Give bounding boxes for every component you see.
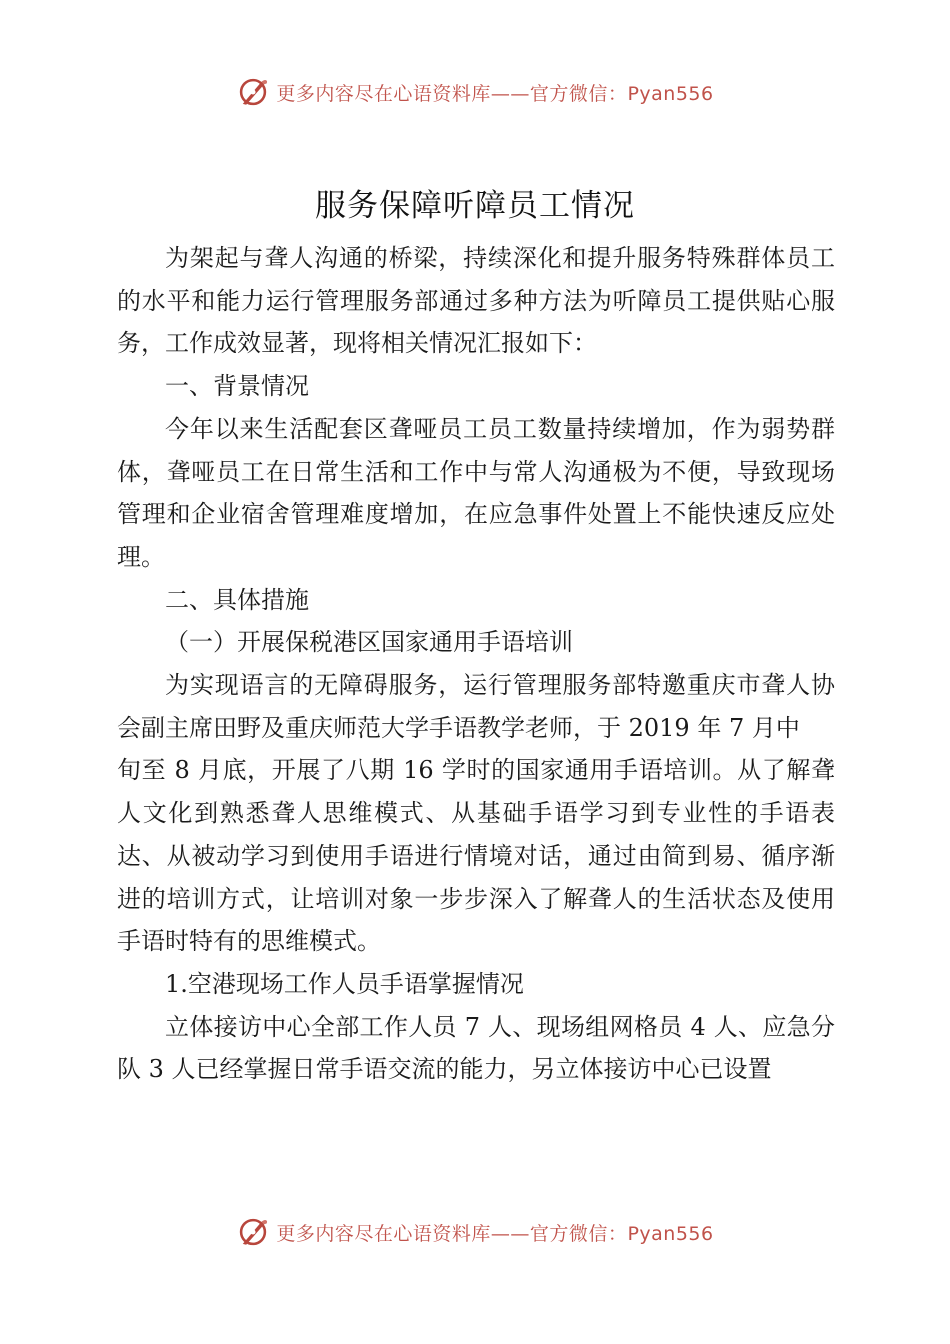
background-paragraph: 今年以来生活配套区聋哑员工员工数量持续增加，作为弱势群体，聋哑员工在日常生活和工作中与常人沟通极为不便，导致现场管理和企业宿舍管理难度增加，在应急事件处置上不能快速反应处理。 [117, 414, 835, 571]
document-body [117, 237, 835, 1091]
training-paragraph-part-2: 旬至 8 月底，开展了八期 16 学时的国家通用手语培训。从了解聋人文化到熟悉聋人思维模式、从基础手语学习到专业性的手语表达、从被动学习到使用手语进行情境对话，通过由简到易、循序渐进的培训方式，让培训对象一步步深入了解聋人的生活状态及使用手语时特有的思维模式。 [117, 756, 835, 956]
page-title: 服务保障听障员工情况 [315, 188, 635, 224]
airport-staff-paragraph: 立体接访中心全部工作人员 7 人、现场组网格员 4 人、应急分队 3 人已经掌握日常手语交流的能力，另立体接访中心已设置 [117, 1012, 835, 1084]
section-heading-background: 一、背景情况 [165, 372, 309, 401]
wechat-id: Pyan556 [627, 1222, 714, 1245]
wechat-id: Pyan556 [627, 82, 714, 105]
point-heading-airport-staff: 1.空港现场工作人员手语掌握情况 [165, 969, 524, 998]
watermark-text: 更多内容尽在心语资料库——官方微信：Pyan556 [276, 1222, 714, 1245]
watermark-text: 更多内容尽在心语资料库——官方微信：Pyan556 [276, 82, 714, 105]
training-paragraph-part-1: 为实现语言的无障碍服务，运行管理服务部特邀重庆市聋人协会副主席田野及重庆师范大学手语教学老师，于 2019 年 7 月中 [117, 671, 835, 742]
intro-paragraph: 为架起与聋人沟通的桥梁，持续深化和提升服务特殊群体员工的水平和能力运行管理服务部通过多种方法为听障员工提供贴心服务，工作成效显著，现将相关情况汇报如下： [117, 244, 835, 358]
subsection-heading-sign-language-training: （一）开展保税港区国家通用手语培训 [165, 628, 573, 657]
watermark-banner-top [0, 72, 950, 112]
quill-pen-logo-icon [236, 75, 270, 109]
quill-pen-logo-icon [236, 1215, 270, 1249]
section-heading-measures: 二、具体措施 [165, 585, 309, 614]
watermark-banner-bottom [0, 1212, 950, 1252]
